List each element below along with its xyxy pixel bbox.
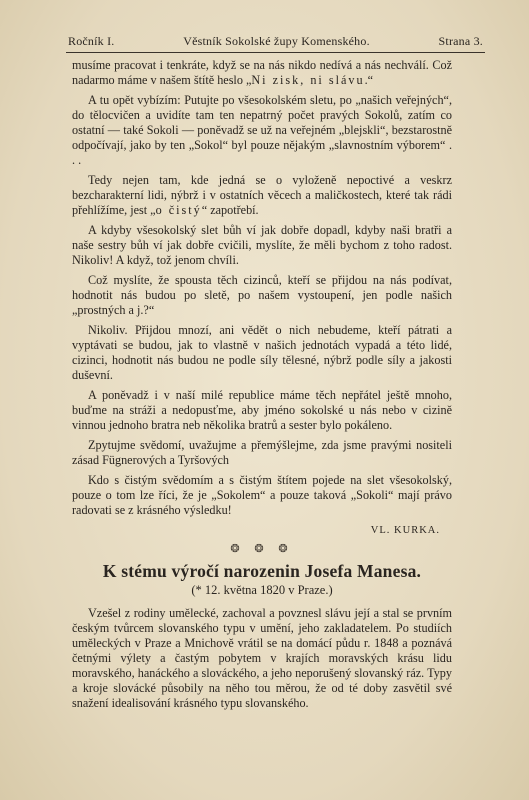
author-signature: VL. KURKA. (370, 525, 440, 536)
paragraph: Což myslíte, že spousta těch cizinců, kteří se přijdou na nás podívat, hodnotit nás budou po sletě, po našem vystoupení, jen podle našich „prostných a j.?“ (72, 273, 452, 317)
paragraph: Nikoliv. Přijdou mnozí, ani vědět o nich nebudeme, kteří pátrati a vyptávati se budou, jak to vlastně v našich jednotách vypadá a této lidé, cizinci, hodnotit nás budou ne podle síly tělesné, nýbrž podle síly a jakosti duševní. (72, 323, 452, 382)
paragraph: Zpytujme svědomí, uvažujme a přemýšlejme, zda jsme pravými nositeli zásad Fügnerových a Tyršových (72, 438, 452, 467)
article-column (72, 58, 452, 716)
paragraph: A kdyby všesokolský slet bůh ví jak dobře dopadl, kdyby naši bratři a naše sestry bůh ví jak dobře cvičili, myslíte, že měli bychom z toho radost. Nikoliv! A když, tož jenom chvíli. (72, 223, 452, 267)
article-title: K stému výročí narozenin Josefa Manesa. (102, 561, 422, 581)
paragraph: Kdo s čistým svědomím a s čistým štítem pojede na slet všesokolský, pouze o tom lze říci, že je „Sokolem“ a pouze taková „Sokoli“ mají právo radovati se z krásného výsledku! (72, 473, 452, 517)
paragraph: A tu opět vybízím: Putujte po všesokolském sletu, po „našich veřejných“, do tělocvičen a uvidíte tam ten nepatrný počet pravých Sokolů, zatím co ostatní — také Sokoli — poněvadž se už na veřejném „blejskli“, bezstarostně odpočívají, jako by ten „Sokol“ byl pouze nějakým „slavnostním výborem“ . . . (72, 93, 452, 167)
ornament-divider: ❂ ❂ ❂ (230, 543, 294, 555)
spaced-emphasis: o čistý (155, 203, 202, 217)
article-body: Vzešel z rodiny umělecké, zachoval a povznesl slávu její a stal se prvním českým tvůrcem slovanského typu v umění, jeho zakladatelem. Po studiích uměleckých v Praze a Mnichově vrátil se na domácí půdu r. 1848 a poznává četnými výlety a častým pobytem v krajích moravských krásu lidu moravského, hanáckého a slováckého, a jeho neporušený slovanský ráz. Typy a kroje slovácké působily na něho tou měrou, že od té doby zasvětil své snažení idealisování krásného typu slovanského. (72, 606, 452, 710)
volume-label: Ročník I. (68, 34, 115, 48)
paragraph: Tedy nejen tam, kde jedná se o vyloženě nepoctivé a veskrz bezcharakterní lidi, nýbrž i v ostatních věcech a maličkostech, které tak rádi přehlížíme, jest „o čistý“ zapotřebí. (72, 173, 452, 217)
publication-title: Věstník Sokolské župy Komenského. (183, 34, 370, 48)
paragraph: A poněvadž i v naší milé republice máme těch nepřátel ještě mnoho, buďme na stráži a nedopusťme, aby jméno sokolské u nás nebo v cizině vinnou jednoho bratra neb několika bratrů a sester bylo pokáleno. (72, 388, 452, 432)
header-rule (66, 52, 485, 53)
spaced-motto: Ni zisk, ni slávu (251, 73, 365, 87)
page-header (68, 34, 483, 49)
page-number: Strana 3. (438, 34, 483, 48)
paragraph: musíme pracovat i tenkráte, když se na nás nikdo nedívá a nás nechválí. Což nadarmo máme v našem štítě heslo „Ni zisk, ni slávu.“ (72, 58, 452, 87)
article-subtitle: (* 12. května 1820 v Praze.) (191, 583, 333, 597)
